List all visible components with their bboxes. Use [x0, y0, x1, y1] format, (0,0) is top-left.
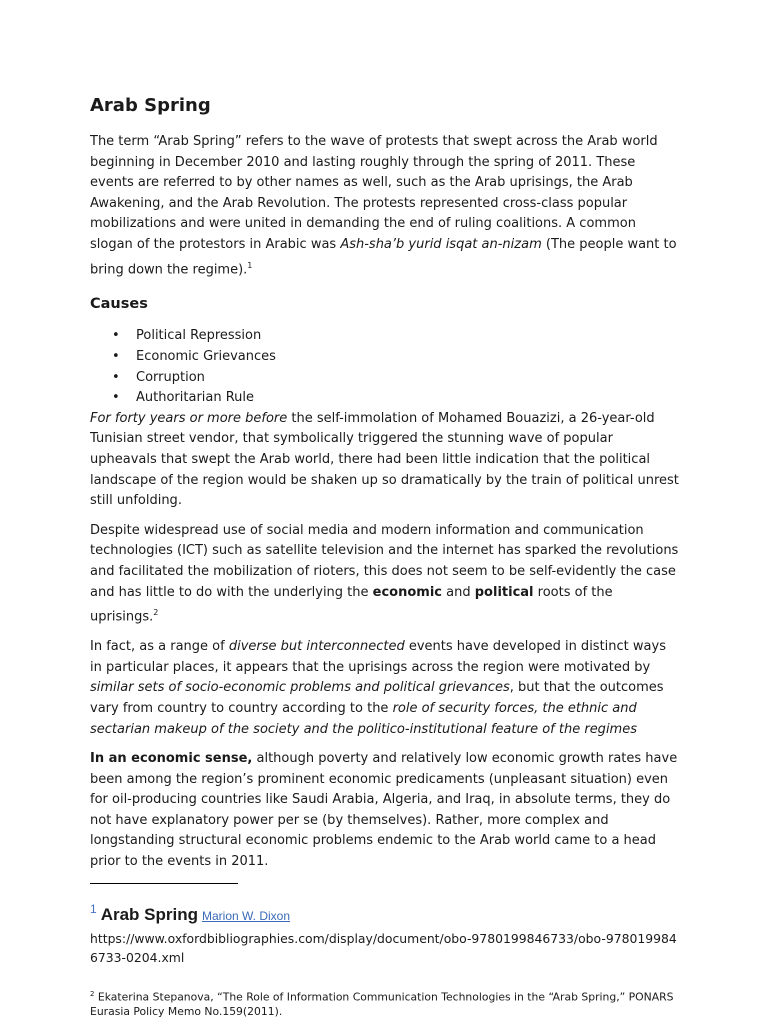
list-item: • Economic Grievances	[136, 347, 680, 368]
intro-text-2: (The people want to bring down the regime).	[90, 236, 677, 277]
list-item: • Political Repression	[136, 326, 680, 347]
page-title: Arab Spring	[90, 95, 211, 116]
economic-paragraph	[90, 749, 680, 873]
para2-text: the self-immolation of Mohamed Bouazizi, a 26-year-old Tunisian street vendor, that symbolically triggered the stunning wave of popular upheavals that swept the Arab world, there had been little indication that the political landscape of the region would be shaken up so dramatically by the train of political unrest still unfolding.	[90, 410, 679, 509]
para4-text-1: In fact, as a range of	[90, 639, 229, 655]
para2-italic: For forty years or more before	[90, 410, 288, 426]
ict-paragraph	[90, 521, 680, 628]
interconnected-paragraph	[90, 637, 680, 740]
para4-italic-2: similar sets of socio-economic problems and political grievances	[90, 680, 510, 696]
list-item: • Authoritarian Rule	[136, 388, 680, 409]
bouazizi-paragraph	[90, 409, 680, 512]
footnote-separator	[90, 883, 238, 884]
list-item: • Corruption	[136, 368, 680, 389]
footnote-1-author-link[interactable]: Marion W. Dixon	[201, 908, 291, 923]
para3-text-2: roots of the uprisings.	[90, 584, 613, 625]
footnote-1-title: Arab Spring	[100, 904, 198, 924]
para3-text-1: Despite widespread use of social media and modern information and communication technologies (ICT) such as satellite television and the internet has sparked the revolutions and facilitated the mobilization of rioters, this does not seem to be self-evidently the case and has little to do with the underlying the	[90, 522, 679, 600]
intro-text-1: The term “Arab Spring” refers to the wave of protests that swept across the Arab world beginning in December 2010 and lasting roughly through the spring of 2011. These events are referred to by other names as well, such as the Arab uprisings, the Arab Awakening, and the Arab Revolution. The protests represented cross-class popular mobilizations and were united in demanding the end of ruling coalitions. A common slogan of the protestors in Arabic was	[90, 134, 658, 252]
intro-paragraph	[90, 132, 680, 280]
footnote-ref-1[interactable]: 1	[247, 260, 253, 270]
footnote-1-url[interactable]: https://www.oxfordbibliographies.com/display/document/obo-9780199846733/obo-9780199846733-0204.xml	[90, 930, 677, 965]
document-page	[90, 94, 680, 1019]
causes-list	[90, 326, 680, 408]
para4-text-3: , but that the outcomes vary from country to country according to the	[90, 680, 664, 716]
para4-italic-3: role of security forces, the ethnic and sectarian makeup of the society and the politico-institutional feature of the regimes	[90, 700, 637, 737]
footnote-1-number: 1	[90, 901, 97, 916]
footnote-ref-2[interactable]: 2	[153, 608, 159, 618]
footnote-1	[90, 898, 680, 927]
para3-bold-economic: economic	[372, 584, 443, 600]
para4-text-2: events have developed in distinct ways in particular places, it appears that the uprisings across the region were motivated by	[90, 639, 666, 675]
para3-and: and	[442, 584, 475, 600]
intro-slogan: Ash-sha’b yurid isqat an-nizam	[340, 236, 542, 252]
footnote-2-text: Ekaterina Stepanova, “The Role of Information Communication Technologies in the “Arab Spring,” PONARS Eurasia Policy Memo No.159(2011).	[90, 990, 674, 1019]
para3-bold-political: political	[474, 584, 534, 600]
para4-italic-1: diverse but interconnected	[228, 639, 405, 655]
para5-bold: In an economic sense,	[90, 751, 253, 767]
causes-heading: Causes	[90, 296, 148, 313]
footnote-2-number: 2	[90, 989, 95, 998]
para5-text: although poverty and relatively low economic growth rates have been among the region’s prominent economic predicaments (unpleasant situation) even for oil-producing countries like Saudi Arabia, Algeria, and Iraq, in absolute terms, they do not have explanatory power per se (by themselves). Rather, more complex and longstanding structural economic problems endemic to the Arab world came to a head prior to the events in 2011.	[90, 751, 678, 870]
footnote-2	[90, 987, 680, 1020]
